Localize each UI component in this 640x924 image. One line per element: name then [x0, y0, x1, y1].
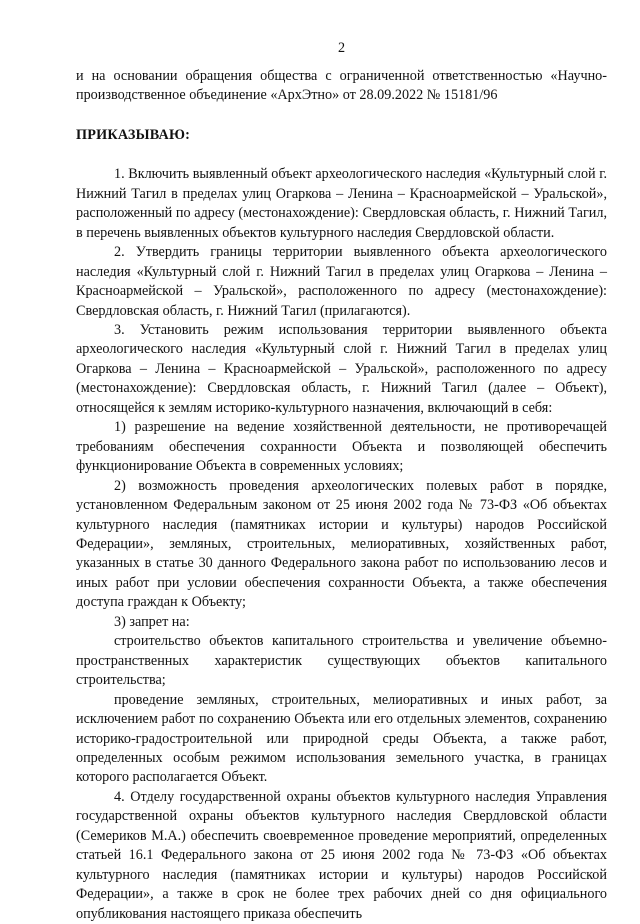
paragraph-prohibition-works: проведение земляных, строительных, мелиоративных и иных работ, за исключением работ по сохранению Объекта или его отдельных элементов, сохранению историко-градостроительной или природной среды Объекта, а также работ, определенных особым режимом использования земельного участка, в границах которого располагается Объект.: [76, 691, 607, 786]
paragraph-item-1: 1. Включить выявленный объект археологического наследия «Культурный слой г. Нижний Тагил в пределах улиц Огаркова – Ленина – Красноармейской – Уральской», расположенный по адресу (местонахождение): Свердловская область, г. Нижний Тагил, в перечень выявленных объектов культурного наследия Свердловской области.: [76, 166, 607, 241]
paragraph-item-3: 3. Установить режим использования территории выявленного объекта археологического наследия «Культурный слой г. Нижний Тагил в пределах улиц Огаркова – Ленина – Красноармейской – Уральской», расположенного по адресу (местонахождение): Свердловская область, г. Нижний Тагил (далее – Объект), относящейся к землям историко-культурного назначения, включающий в себя:: [76, 321, 607, 416]
paragraph-subitem-1: 1) разрешение на ведение хозяйственной деятельности, не противоречащей требованиям обеспечения сохранности Объекта и позволяющей обеспечить функционирование Объекта в современных условиях;: [76, 419, 607, 475]
paragraph-subitem-2: 2) возможность проведения археологических полевых работ в порядке, установленном Федеральным законом от 25 июня 2002 года № 73-ФЗ «Об объектах культурного наследия (памятниках истории и культуры) народов Российской Федерации», земляных, строительных, мелиоративных, хозяйственных работ, указанных в статье 30 данного Федерального закона работ по использованию лесов и иных работ при условии обеспечения сохранности Объекта, а также обеспечения доступа граждан к Объекту;: [76, 477, 607, 611]
order-heading: ПРИКАЗЫВАЮ:: [76, 126, 191, 143]
page-number: 2: [337, 40, 346, 56]
intro-paragraph: и на основании обращения общества с ограниченной ответственностью «Научно-производственное объединение «АрхЭтно» от 28.09.2022 № 15181/96: [76, 68, 607, 104]
paragraph-item-2: 2. Утвердить границы территории выявленного объекта археологического наследия «Культурный слой г. Нижний Тагил в пределах улиц Огаркова – Ленина – Красноармейской – Уральской», расположенного по адресу (местонахождение): Свердловская область, г. Нижний Тагил (прилагаются).: [76, 244, 607, 319]
document-page: [76, 38, 607, 924]
paragraph-subitem-3: 3) запрет на:: [114, 613, 190, 630]
paragraph-item-4: 4. Отделу государственной охраны объектов культурного наследия Управления государственной охраны объектов культурного наследия Свердловской области (Семериков М.А.) обеспечить своевременное проведение мероприятий, определенных статьей 16.1 Федерального закона от 25 июня 2002 года № 73-ФЗ «Об объектах культурного наследия (памятниках истории и культуры) народов Российской Федерации», а также в срок не более трех рабочих дней со дня официального опубликования настоящего приказа обеспечить: [76, 788, 607, 922]
paragraph-prohibition-construction: строительство объектов капитального строительства и увеличение объемно-пространственных характеристик существующих объектов капитального строительства;: [76, 633, 607, 689]
